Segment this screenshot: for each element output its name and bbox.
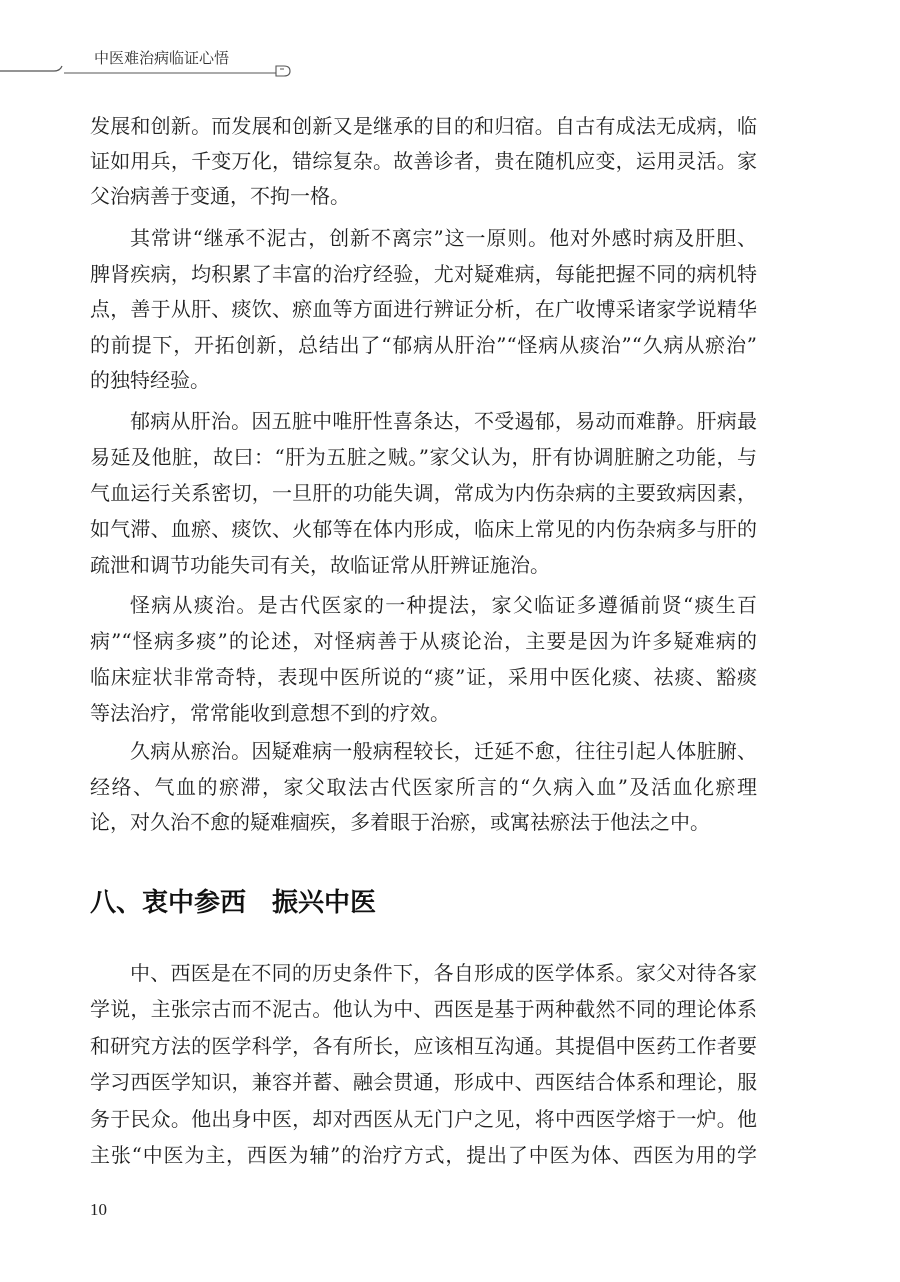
text-line: 主张“中医为主，西医为辅”的治疗方式，提出了中医为体、西医为用的学: [90, 1142, 757, 1167]
text-line: 脾肾疾病，均积累了丰富的治疗经验，尤对疑难病，每能把握不同的病机特: [90, 261, 757, 286]
text-line: 病”“怪病多痰”的论述，对怪病善于从痰论治，主要是因为许多疑难病的: [90, 629, 757, 653]
page-number: 10: [90, 1200, 107, 1219]
text-line: 疏泄和调节功能失司有关，故临证常从肝辨证施治。: [90, 553, 550, 577]
text-line: 务于民众。他出身中医，却对西医从无门户之见，将中西医学熔于一炉。他: [90, 1106, 757, 1131]
text-line: 论，对久治不愈的疑难痼疾，多着眼于治瘀，或寓祛瘀法于他法之中。: [90, 810, 710, 834]
text-line: 经络、气血的瘀滞，家父取法古代医家所言的“久病入血”及活血化瘀理: [90, 774, 757, 799]
text-line: 中、西医是在不同的历史条件下，各自形成的医学体系。家父对待各家: [130, 961, 757, 985]
running-header: [0, 0, 900, 90]
text-line: 气血运行关系密切，一旦肝的功能失调，常成为内伤杂病的主要致病因素，: [90, 481, 757, 505]
text-line: 久病从瘀治。因疑难病一般病程较长，迁延不愈，往往引起人体脏腑、: [130, 739, 757, 763]
text-line: 证如用兵，千变万化，错综复杂。故善诊者，贵在随机应变，运用灵活。家: [90, 149, 757, 173]
text-line: 父治病善于变通，不拘一格。: [90, 184, 350, 208]
text-line: 等法治疗，常常能收到意想不到的疗效。: [90, 701, 450, 725]
header-ornament: [0, 0, 300, 90]
running-title: 中医难治病临证心悟: [94, 49, 230, 67]
paragraph-inheritance-innovation: [90, 221, 757, 399]
text-line: 如气滞、血瘀、痰饮、火郁等在体内形成，临床上常见的内伤杂病多与肝的: [90, 517, 757, 541]
paragraph-integration: [90, 955, 757, 1173]
text-line: 学说，主张宗古而不泥古。他认为中、西医是基于两种截然不同的理论体系: [90, 997, 757, 1022]
paragraph-continuation: [90, 109, 757, 214]
text-line: 发展和创新。而发展和创新又是继承的目的和归宿。自古有成法无成病，临: [90, 114, 757, 138]
text-line: 其常讲“继承不泥古，创新不离宗”这一原则。他对外感时病及肝胆、: [130, 226, 757, 250]
paragraph-liver-treatment: [90, 403, 757, 583]
text-line: 学习西医学知识，兼容并蓄、融会贯通，形成中、西医结合体系和理论，服: [90, 1070, 757, 1095]
paragraph-stasis-treatment: [90, 734, 757, 841]
text-line: 临床症状非常奇特，表现中医所说的“痰”证，采用中医化痰、祛痰、豁痰: [90, 665, 757, 689]
text-line: 的独特经验。: [90, 368, 210, 392]
text-line: 的前提下，开拓创新，总结出了“郁病从肝治”“怪病从痰治”“久病从瘀治”: [90, 332, 757, 357]
paragraph-phlegm-treatment: [90, 587, 757, 731]
text-line: 和研究方法的医学科学，各有所长，应该相互沟通。其提倡中医药工作者要: [90, 1033, 757, 1058]
text-line: 点，善于从肝、痰饮、瘀血等方面进行辨证分析，在广收博采诸家学说精华: [90, 297, 757, 321]
text-line: 郁病从肝治。因五脏中唯肝性喜条达，不受遏郁，易动而难静。肝病最: [130, 409, 757, 433]
text-line: 易延及他脏，故曰：“肝为五脏之贼。”家父认为，肝有协调脏腑之功能，与: [90, 445, 757, 469]
section-heading: 八、衷中参西 振兴中医: [90, 888, 377, 918]
text-line: 怪病从痰治。是古代医家的一种提法，家父临证多遵循前贤“痰生百: [130, 593, 757, 617]
